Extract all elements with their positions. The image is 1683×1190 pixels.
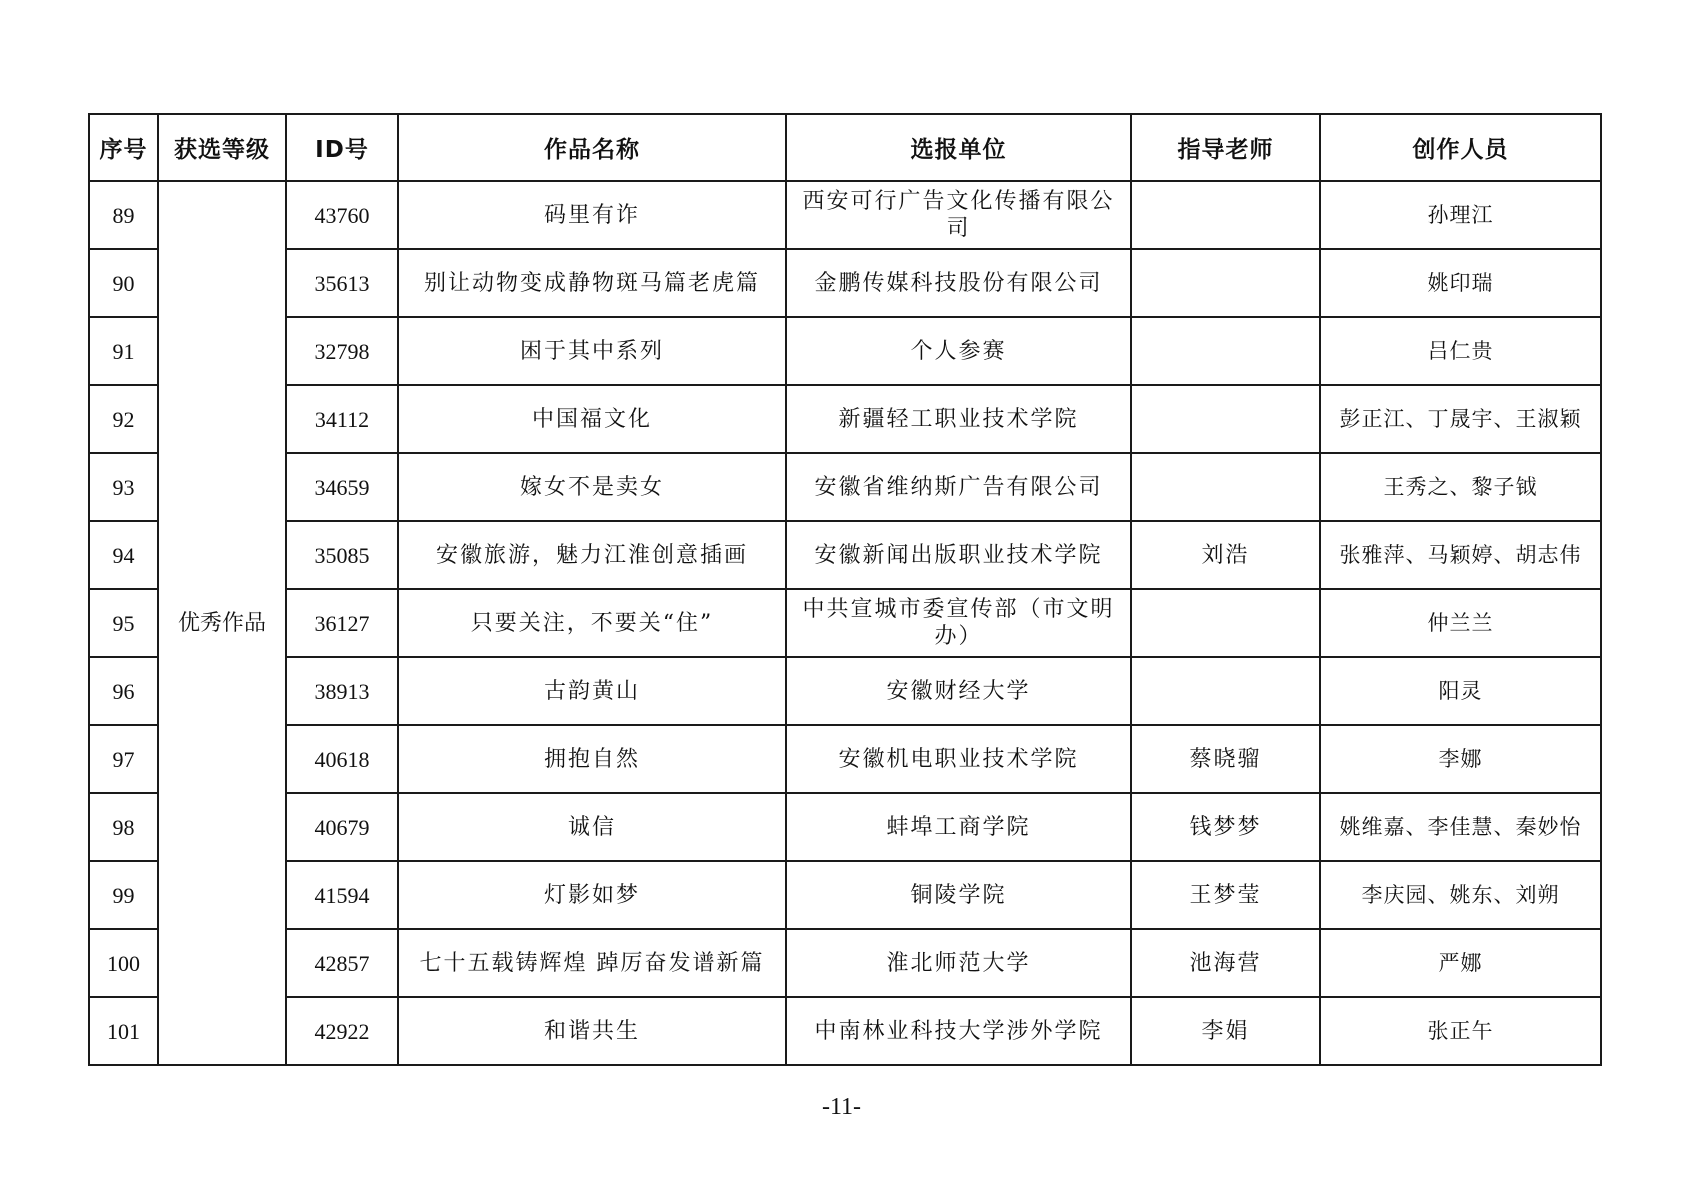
cell-teacher <box>1131 317 1320 385</box>
header-title: 作品名称 <box>398 114 786 181</box>
cell-id: 42857 <box>286 929 398 997</box>
cell-serial: 97 <box>89 725 158 793</box>
cell-creators: 张雅萍、马颖婷、胡志伟 <box>1320 521 1601 589</box>
cell-serial: 99 <box>89 861 158 929</box>
cell-title: 只要关注，不要关“住” <box>398 589 786 657</box>
table-body <box>89 181 1601 1065</box>
cell-unit: 金鹏传媒科技股份有限公司 <box>786 249 1131 317</box>
cell-unit: 安徽财经大学 <box>786 657 1131 725</box>
cell-unit: 蚌埠工商学院 <box>786 793 1131 861</box>
cell-creators: 严娜 <box>1320 929 1601 997</box>
cell-serial: 92 <box>89 385 158 453</box>
cell-id: 36127 <box>286 589 398 657</box>
cell-title: 七十五载铸辉煌 踔厉奋发谱新篇 <box>398 929 786 997</box>
cell-title: 安徽旅游，魅力江淮创意插画 <box>398 521 786 589</box>
cell-unit: 铜陵学院 <box>786 861 1131 929</box>
cell-serial: 94 <box>89 521 158 589</box>
table-row <box>89 657 1601 725</box>
cell-unit: 西安可行广告文化传播有限公司 <box>786 181 1131 249</box>
cell-title: 码里有诈 <box>398 181 786 249</box>
cell-creators: 仲兰兰 <box>1320 589 1601 657</box>
cell-title: 古韵黄山 <box>398 657 786 725</box>
cell-title: 中国福文化 <box>398 385 786 453</box>
cell-serial: 100 <box>89 929 158 997</box>
cell-teacher <box>1131 181 1320 249</box>
header-row <box>89 114 1601 181</box>
table-row <box>89 793 1601 861</box>
table-row <box>89 385 1601 453</box>
cell-title: 嫁女不是卖女 <box>398 453 786 521</box>
cell-unit: 中共宣城市委宣传部（市文明办） <box>786 589 1131 657</box>
table-row <box>89 861 1601 929</box>
cell-serial: 93 <box>89 453 158 521</box>
cell-id: 35085 <box>286 521 398 589</box>
cell-id: 38913 <box>286 657 398 725</box>
header-unit: 选报单位 <box>786 114 1131 181</box>
cell-teacher: 池海营 <box>1131 929 1320 997</box>
cell-title: 灯影如梦 <box>398 861 786 929</box>
header-serial: 序号 <box>89 114 158 181</box>
header-creators: 创作人员 <box>1320 114 1601 181</box>
cell-id: 42922 <box>286 997 398 1065</box>
cell-serial: 96 <box>89 657 158 725</box>
table-row <box>89 181 1601 249</box>
cell-id: 41594 <box>286 861 398 929</box>
cell-unit: 新疆轻工职业技术学院 <box>786 385 1131 453</box>
header-level: 获选等级 <box>158 114 286 181</box>
cell-teacher: 钱梦梦 <box>1131 793 1320 861</box>
cell-level: 优秀作品 <box>158 181 286 1065</box>
cell-creators: 姚维嘉、李佳慧、秦妙怡 <box>1320 793 1601 861</box>
cell-teacher <box>1131 249 1320 317</box>
cell-teacher: 蔡晓骝 <box>1131 725 1320 793</box>
page-number: -11- <box>821 1094 862 1120</box>
table-row <box>89 453 1601 521</box>
table-row <box>89 589 1601 657</box>
cell-unit: 安徽新闻出版职业技术学院 <box>786 521 1131 589</box>
cell-creators: 王秀之、黎子钺 <box>1320 453 1601 521</box>
cell-creators: 吕仁贵 <box>1320 317 1601 385</box>
cell-creators: 李娜 <box>1320 725 1601 793</box>
cell-serial: 101 <box>89 997 158 1065</box>
table-row <box>89 997 1601 1065</box>
cell-title: 别让动物变成静物斑马篇老虎篇 <box>398 249 786 317</box>
cell-teacher: 刘浩 <box>1131 521 1320 589</box>
cell-title: 诚信 <box>398 793 786 861</box>
cell-teacher <box>1131 385 1320 453</box>
table-header <box>89 114 1601 181</box>
table-row <box>89 317 1601 385</box>
cell-teacher: 李娟 <box>1131 997 1320 1065</box>
cell-creators: 张正午 <box>1320 997 1601 1065</box>
table-row <box>89 929 1601 997</box>
cell-title: 和谐共生 <box>398 997 786 1065</box>
cell-serial: 90 <box>89 249 158 317</box>
header-teacher: 指导老师 <box>1131 114 1320 181</box>
cell-id: 32798 <box>286 317 398 385</box>
table-row <box>89 725 1601 793</box>
cell-creators: 孙理江 <box>1320 181 1601 249</box>
table-row <box>89 521 1601 589</box>
cell-creators: 李庆园、姚东、刘朔 <box>1320 861 1601 929</box>
cell-id: 34659 <box>286 453 398 521</box>
award-list-table <box>88 113 1602 1066</box>
cell-title: 困于其中系列 <box>398 317 786 385</box>
cell-unit: 个人参赛 <box>786 317 1131 385</box>
cell-id: 40679 <box>286 793 398 861</box>
cell-id: 40618 <box>286 725 398 793</box>
cell-unit: 安徽省维纳斯广告有限公司 <box>786 453 1131 521</box>
cell-serial: 95 <box>89 589 158 657</box>
cell-teacher: 王梦莹 <box>1131 861 1320 929</box>
header-id: ID号 <box>286 114 398 181</box>
cell-title: 拥抱自然 <box>398 725 786 793</box>
cell-teacher <box>1131 657 1320 725</box>
cell-unit: 淮北师范大学 <box>786 929 1131 997</box>
cell-id: 34112 <box>286 385 398 453</box>
cell-serial: 89 <box>89 181 158 249</box>
cell-teacher <box>1131 453 1320 521</box>
cell-creators: 彭正江、丁晟宇、王淑颖 <box>1320 385 1601 453</box>
cell-creators: 阳灵 <box>1320 657 1601 725</box>
cell-unit: 安徽机电职业技术学院 <box>786 725 1131 793</box>
cell-serial: 91 <box>89 317 158 385</box>
cell-id: 43760 <box>286 181 398 249</box>
cell-unit: 中南林业科技大学涉外学院 <box>786 997 1131 1065</box>
cell-teacher <box>1131 589 1320 657</box>
cell-serial: 98 <box>89 793 158 861</box>
table-row <box>89 249 1601 317</box>
cell-creators: 姚印瑞 <box>1320 249 1601 317</box>
cell-id: 35613 <box>286 249 398 317</box>
